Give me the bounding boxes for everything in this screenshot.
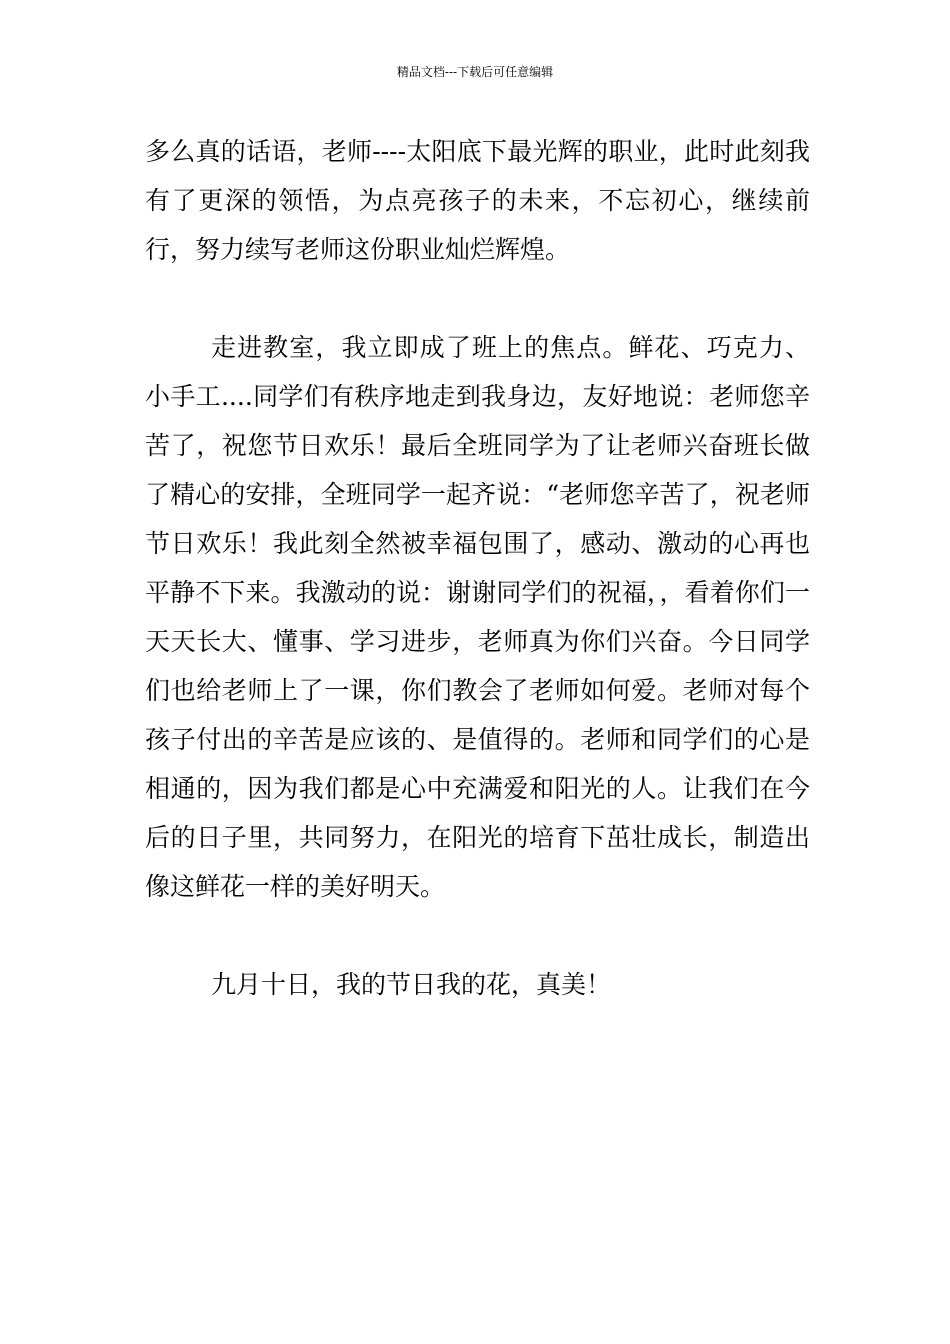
paragraph-3: 九月十日，我的节日我的花，真美！ [211, 970, 612, 999]
paragraph-2: 走进教室，我立即成了班上的焦点。鲜花、巧克力、小手工....同学们有秩序地走到我身边，友好地说：老师您辛苦了，祝您节日欢乐！最后全班同学为了让老师兴奋班长做了精心的安排，全班同学一起齐说：“老师您辛苦了，祝老师节日欢乐！我此刻全然被幸福包围了，感动、激动的心再也平静不下来。我激动的说：谢谢同学们的祝福，，看着你们一天天长大、懂事、学习进步，老师真为你们兴奋。今日同学们也给老师上了一课，你们教会了老师如何爱。老师对每个孩子付出的辛苦是应该的、是值得的。老师和同学们的心是相通的，因为我们都是心中充满爱和阳光的人。让我们在今后的日子里，共同努力，在阳光的培育下茁壮成长，制造出像这鲜花一样的美好明天。 [145, 333, 810, 901]
paragraph-1: 多么真的话语，老师----太阳底下最光辉的职业，此时此刻我有了更深的领悟，为点亮孩子的未来，不忘初心，继续前行，努力续写老师这份职业灿烂辉煌。 [145, 137, 810, 264]
document-body [145, 127, 810, 1009]
page-header: 精品文档---下载后可任意编辑 [396, 65, 554, 79]
